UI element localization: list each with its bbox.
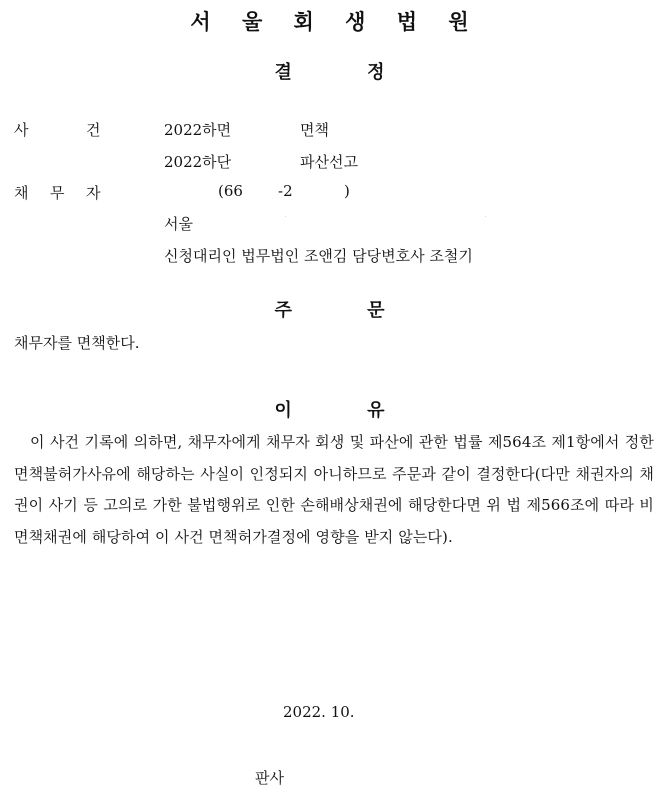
order-title-char-2: 문 — [367, 300, 385, 321]
debtor-label — [0, 182, 160, 202]
redaction-mark: · — [284, 212, 288, 223]
debtor-label-char-1: 채 — [14, 184, 29, 202]
case-number-2: 2022하단 — [164, 153, 232, 171]
judge-label: 판사 — [255, 769, 284, 787]
redaction-mark: · — [484, 212, 488, 223]
debtor-id-mid: -2 — [278, 182, 293, 200]
reason-title-char-1: 이 — [274, 400, 292, 421]
order-title-char-1: 주 — [274, 300, 292, 321]
case-label-char-2: 건 — [86, 121, 101, 139]
decision-title-char-2: 정 — [367, 62, 385, 83]
case-label — [0, 119, 160, 139]
case-type-2: 파산선고 — [300, 153, 358, 171]
reason-text: 이 사건 기록에 의하면, 채무자에게 채무자 회생 및 파산에 관한 법률 제564조 제1항에서 정한 면책불허가사유에 해당하는 사실이 인정되지 아니하므로 주문과 같이 결정한다(다만 채권자의 채권이 사기 등 고의로 가한 불법행위로 인한 손해배상채권에 해당한다면 위 법 제566조에 따라 비면책채권에 해당하여 이 사건 면책허가결정에 영향을 받지 않는다). — [14, 433, 654, 546]
debtor-address: 서울 — [164, 215, 193, 233]
case-label-char-1: 사 — [14, 121, 29, 139]
decision-title-char-1: 결 — [274, 62, 292, 83]
order-title — [0, 296, 659, 322]
debtor-label-char-2: 무 — [50, 184, 65, 202]
order-text: 채무자를 면책한다. — [14, 334, 140, 352]
reason-title-char-2: 유 — [367, 400, 385, 421]
case-number-1: 2022하면 — [164, 121, 232, 139]
debtor-id-end: ) — [344, 182, 350, 200]
case-type-1: 면책 — [300, 121, 329, 139]
debtor-id-start: (66 — [218, 182, 243, 200]
representative: 신청대리인 법무법인 조앤김 담당변호사 조철기 — [164, 247, 473, 265]
debtor-label-char-3: 자 — [86, 184, 101, 202]
decision-date: 2022. 10. — [283, 703, 355, 721]
reason-title — [0, 396, 659, 422]
decision-title — [0, 58, 659, 84]
court-name: 서 울 회 생 법 원 — [190, 10, 481, 34]
